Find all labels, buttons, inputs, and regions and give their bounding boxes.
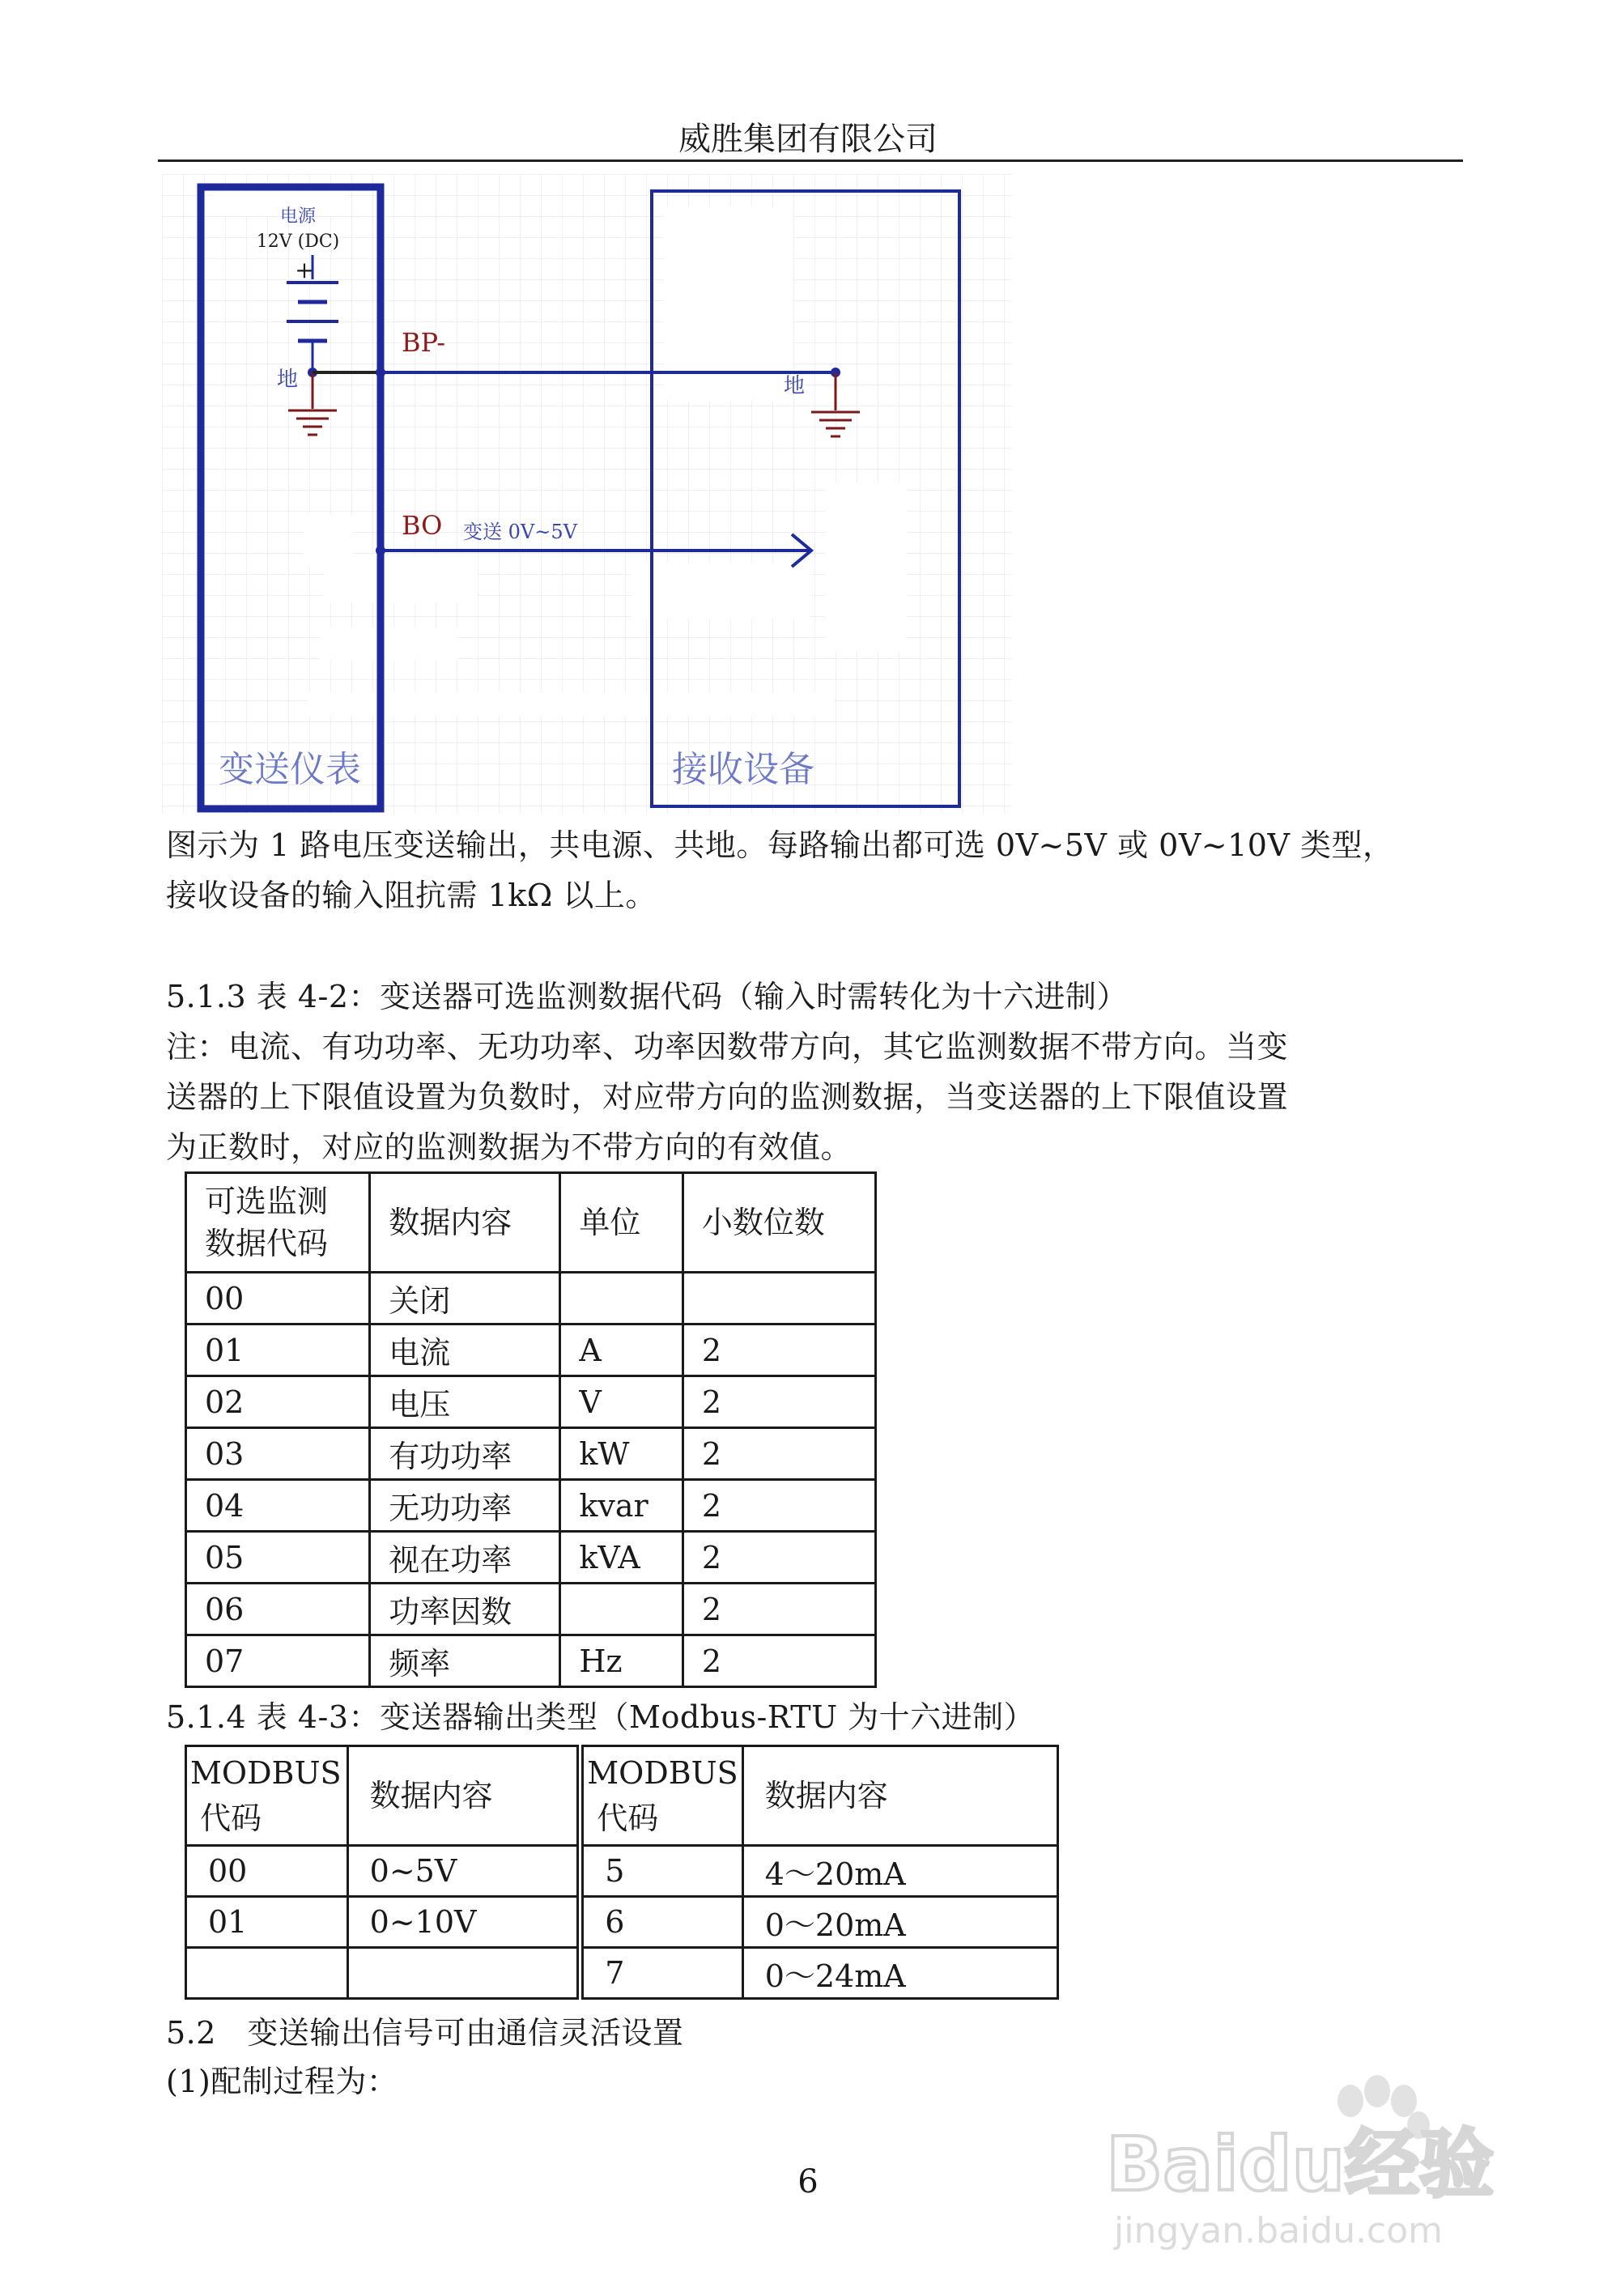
table-row [186,1324,876,1376]
bo-label: BO [402,510,443,541]
header-cell: 数据内容 [370,1173,560,1273]
watermark-url: jingyan.baidu.com [1114,2210,1444,2251]
header-modbus-line-2: 代码 [200,1801,262,1836]
table-row [186,1428,876,1480]
cell-code: 04 [186,1480,370,1532]
table-row [186,1897,1058,1948]
cell-content: 0～20mA [742,1897,1057,1948]
cell-content: 频率 [370,1635,560,1687]
cell-unit: A [560,1324,683,1376]
cell-decimals: 2 [683,1324,875,1376]
cell-decimals [683,1273,875,1324]
ground-left-label: 地 [277,368,299,392]
whiteout [826,482,907,652]
cell-unit [560,1273,683,1324]
header-modbus2-line-2: 代码 [597,1801,659,1836]
cell-unit: kvar [560,1480,683,1532]
cell-content: 关闭 [370,1273,560,1324]
section-513-heading: 5.1.3 表 4-2：变送器可选监测数据代码（输入时需转化为十六进制） [166,979,1129,1014]
junction-dot [376,368,385,377]
cell-code: 01 [186,1324,370,1376]
cell-decimals: 2 [683,1376,875,1428]
cell-code: 02 [186,1376,370,1428]
bp-label: BP- [402,327,446,358]
header-cell: 单位 [560,1173,683,1273]
header-code-line-2: 数据代码 [205,1226,329,1261]
table-header-row [186,1173,876,1273]
section-513-note-1: 注：电流、有功功率、无功功率、功率因数带方向，其它监测数据不带方向。当变 [166,1029,1289,1065]
whiteout [632,563,810,619]
section-52-heading: 5.2 变送输出信号可由通信灵活设置 [166,2015,684,2051]
cell-unit [560,1584,683,1635]
cell-code: 00 [186,1273,370,1324]
cell-unit: V [560,1376,683,1428]
table-row [186,1376,876,1428]
cell-content: 4～20mA [742,1846,1057,1897]
cell-content [347,1948,580,1999]
baidu-watermark [1098,2069,1519,2255]
section-52-sub: (1)配制过程为： [166,2064,398,2099]
ground-right-label: 地 [784,374,806,398]
cell-code: 5 [580,1846,743,1897]
cell-content: 功率因数 [370,1584,560,1635]
header-rule [158,159,1463,162]
table-row [186,1532,876,1584]
cell-content: 0~10V [347,1897,580,1948]
header-cell [580,1746,743,1846]
table-header-row [186,1746,1058,1846]
header-cell: 数据内容 [347,1746,580,1846]
table-row [186,1273,876,1324]
cell-content: 0～24mA [742,1948,1057,1999]
cell-content: 0~5V [347,1846,580,1897]
cell-decimals: 2 [683,1428,875,1480]
cell-code: 07 [186,1635,370,1687]
power-spec: 12V (DC) [256,232,340,252]
cell-unit: kVA [560,1532,683,1584]
cell-decimals: 2 [683,1635,875,1687]
whiteout [308,692,834,716]
section-513-note-3: 为正数时，对应的监测数据为不带方向的有效值。 [166,1129,853,1165]
header-modbus-line-1: MODBUS [190,1755,342,1791]
junction-dot [376,546,385,555]
monitoring-code-table [185,1171,877,1688]
cell-content: 视在功率 [370,1532,560,1584]
table-row [186,1480,876,1532]
signal-label: 变送 0V~5V [463,521,577,543]
whiteout [324,555,478,603]
cell-decimals: 2 [683,1480,875,1532]
page-number: 6 [797,2163,819,2200]
header-modbus2-line-1: MODBUS [587,1755,738,1791]
cell-code: 06 [186,1584,370,1635]
table-row [186,1948,1058,1999]
watermark-brand: Baidu经验 [1106,2121,1495,2208]
output-type-table [185,1745,1059,2000]
cell-content: 有功功率 [370,1428,560,1480]
cell-decimals: 2 [683,1584,875,1635]
cell-content: 电压 [370,1376,560,1428]
cell-code: 03 [186,1428,370,1480]
plus-sign: + [295,257,314,283]
cell-unit: Hz [560,1635,683,1687]
cell-code: 01 [186,1897,348,1948]
power-label: 电源 [279,206,317,227]
wiring-diagram [162,174,1012,814]
cell-code: 6 [580,1897,743,1948]
header-cell: 数据内容 [742,1746,1057,1846]
caption-line-2: 接收设备的输入阻抗需 1kΩ 以上。 [166,878,657,913]
cell-content: 无功功率 [370,1480,560,1532]
header-cell [186,1173,370,1273]
cell-code: 00 [186,1846,348,1897]
cell-code: 7 [580,1948,743,1999]
header-cell [186,1746,348,1846]
caption-line-1: 图示为 1 路电压变送输出，共电源、共地。每路输出都可选 0V~5V 或 0V~10V 类型， [166,827,1394,863]
receiver-label: 接收设备 [672,749,814,790]
table-row [186,1584,876,1635]
table-row [186,1846,1058,1897]
header-code-line-1: 可选监测 [205,1184,329,1219]
cell-code: 05 [186,1532,370,1584]
whiteout [320,627,457,660]
page-header-title: 威胜集团有限公司 [678,121,938,158]
section-513-note-2: 送器的上下限值设置为负数时，对应带方向的监测数据，当变送器的上下限值设置 [166,1079,1289,1115]
table-row [186,1635,876,1687]
cell-content: 电流 [370,1324,560,1376]
cell-decimals: 2 [683,1532,875,1584]
transmitter-label: 变送仪表 [219,749,361,790]
cell-unit: kW [560,1428,683,1480]
cell-code [186,1948,348,1999]
header-cell: 小数位数 [683,1173,875,1273]
section-514-heading: 5.1.4 表 4-3：变送器输出类型（Modbus-RTU 为十六进制） [166,1699,1036,1735]
